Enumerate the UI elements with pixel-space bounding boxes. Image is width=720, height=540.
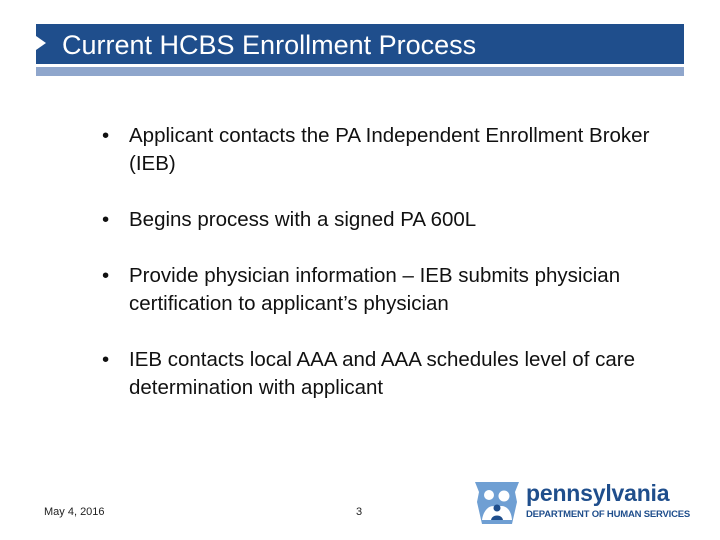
page-number: 3 xyxy=(356,506,363,518)
slide-title: Current HCBS Enrollment Process xyxy=(62,30,477,60)
footer-date: May 4, 2016 xyxy=(44,506,105,518)
bullet-list xyxy=(100,122,680,430)
title-arrow-icon xyxy=(36,36,46,50)
bullet-item: • Begins process with a signed PA 600L xyxy=(100,206,680,234)
logo-department: DEPARTMENT OF HUMAN SERVICES xyxy=(526,509,691,520)
bullet-item: • IEB contacts local AAA and AAA schedules level of care determination with applicant xyxy=(100,346,680,402)
logo-name: pennsylvania xyxy=(526,480,670,506)
bullet-item: • Provide physician information – IEB submits physician certification to applicant’s physician xyxy=(100,262,680,318)
title-underline xyxy=(36,67,684,76)
pennsylvania-logo xyxy=(472,478,692,528)
bullet-item: • Applicant contacts the PA Independent Enrollment Broker (IEB) xyxy=(100,122,680,178)
keystone-family-icon xyxy=(472,478,522,528)
